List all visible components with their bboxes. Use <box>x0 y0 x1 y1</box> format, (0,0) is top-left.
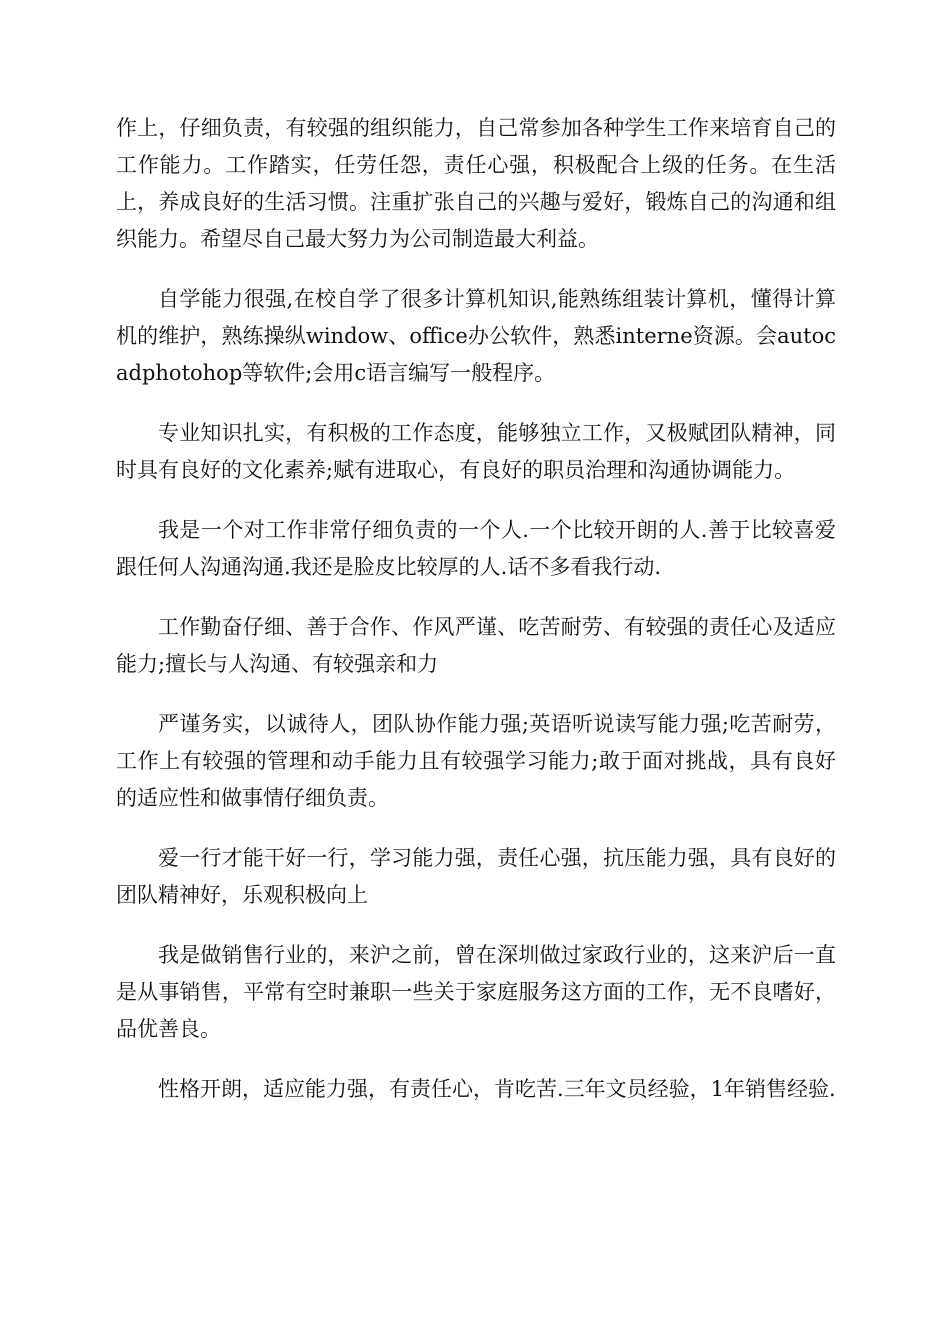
paragraph-3: 专业知识扎实，有积极的工作态度，能够独立工作，又极赋团队精神，同时具有良好的文化素养;赋有进取心，有良好的职员治理和沟通协调能力。 <box>116 421 836 482</box>
paragraph-2: 自学能力很强,在校自学了很多计算机知识,能熟练组装计算机，懂得计算机的维护，熟练操纵window、office办公软件，熟悉interne资源。会autocadphotohop等软件;会用c语言编写一般程序。 <box>116 287 836 385</box>
paragraph-6: 严谨务实，以诚待人，团队协作能力强;英语听说读写能力强;吃苦耐劳，工作上有较强的管理和动手能力且有较强学习能力;敢于面对挑战，具有良好的适应性和做事情仔细负责。 <box>116 712 836 810</box>
paragraph-8: 我是做销售行业的，来沪之前，曾在深圳做过家政行业的，这来沪后一直是从事销售，平常有空时兼职一些关于家庭服务这方面的工作，无不良嗜好，品优善良。 <box>116 943 836 1041</box>
document-body <box>116 110 836 1131</box>
paragraph-1: 作上，仔细负责，有较强的组织能力，自己常参加各种学生工作来培育自己的工作能力。工作踏实，任劳任怨，责任心强，积极配合上级的任务。在生活上，养成良好的生活习惯。注重扩张自己的兴趣与爱好，锻炼自己的沟通和组织能力。希望尽自己最大努力为公司制造最大利益。 <box>116 116 836 251</box>
paragraph-9: 性格开朗，适应能力强，有责任心，肯吃苦.三年文员经验，1年销售经验. <box>158 1077 836 1101</box>
paragraph-4: 我是一个对工作非常仔细负责的一个人.一个比较开朗的人.善于比较喜爱跟任何人沟通沟通.我还是脸皮比较厚的人.话不多看我行动. <box>116 518 836 579</box>
paragraph-7: 爱一行才能干好一行，学习能力强，责任心强，抗压能力强，具有良好的团队精神好，乐观积极向上 <box>116 846 836 907</box>
paragraph-5: 工作勤奋仔细、善于合作、作风严谨、吃苦耐劳、有较强的责任心及适应能力;擅长与人沟通、有较强亲和力 <box>116 615 836 676</box>
